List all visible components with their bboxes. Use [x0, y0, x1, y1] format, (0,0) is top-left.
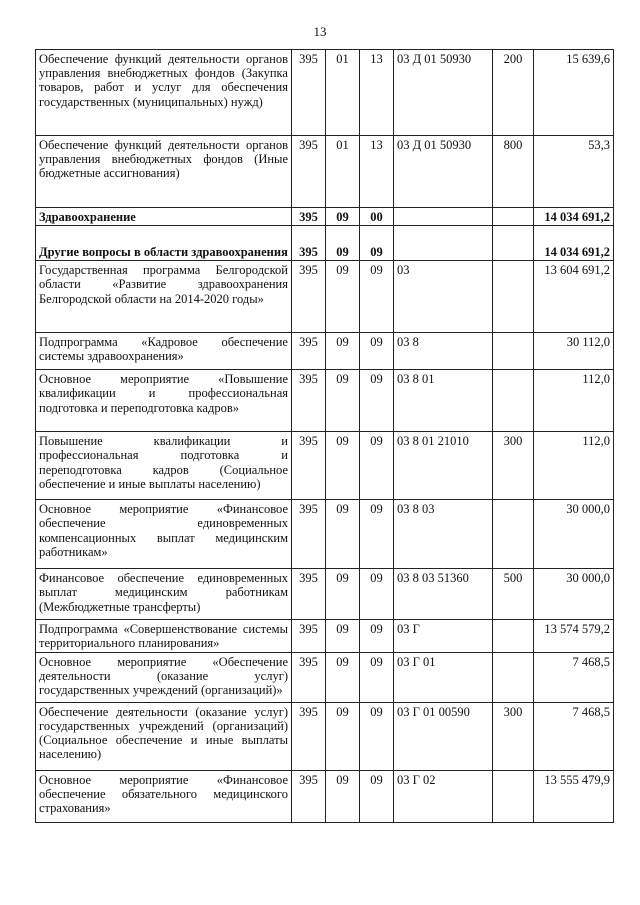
row-sum: 13 555 479,9 — [534, 770, 614, 822]
row-pr: 09 — [360, 652, 394, 702]
row-name: Государственная программа Белгородской области «Развитие здравоохранения Белгородской области на 2014-2020 годы» — [36, 261, 292, 333]
row-ved: 395 — [292, 569, 326, 620]
table-row — [36, 432, 614, 500]
row-ved: 395 — [292, 432, 326, 500]
row-name: Подпрограмма «Кадровое обеспечение системы здравоохранения» — [36, 333, 292, 370]
row-rz: 09 — [326, 208, 360, 226]
row-csr: 03 8 01 21010 — [394, 432, 493, 500]
row-sum: 53,3 — [534, 136, 614, 208]
row-name: Другие вопросы в области здравоохранения — [36, 226, 292, 261]
row-sum: 13 604 691,2 — [534, 261, 614, 333]
row-pr: 09 — [360, 261, 394, 333]
row-name: Здравоохранение — [36, 208, 292, 226]
row-name: Обеспечение функций деятельности органов управления внебюджетных фондов (Иные бюджетные ассигнования) — [36, 136, 292, 208]
row-ved: 395 — [292, 500, 326, 569]
table-row — [36, 770, 614, 822]
row-sum: 30 000,0 — [534, 569, 614, 620]
row-sum: 112,0 — [534, 370, 614, 432]
row-rz: 09 — [326, 370, 360, 432]
table-row — [36, 500, 614, 569]
row-pr: 13 — [360, 136, 394, 208]
row-pr: 09 — [360, 620, 394, 652]
table-row — [36, 50, 614, 136]
row-rz: 09 — [326, 333, 360, 370]
budget-table — [35, 49, 614, 823]
row-name: Повышение квалификации и профессиональная подготовка и переподготовка кадров (Социальное обеспечение и иные выплаты населению) — [36, 432, 292, 500]
row-rz: 09 — [326, 500, 360, 569]
row-vr: 300 — [493, 432, 534, 500]
table-row — [36, 261, 614, 333]
row-csr: 03 Г 01 — [394, 652, 493, 702]
row-csr: 03 8 03 — [394, 500, 493, 569]
row-sum: 112,0 — [534, 432, 614, 500]
row-name: Обеспечение функций деятельности органов управления внебюджетных фондов (Закупка товаров, работ и услуг для обеспечения государственных (муниципальных) нужд) — [36, 50, 292, 136]
row-ved: 395 — [292, 261, 326, 333]
row-sum: 15 639,6 — [534, 50, 614, 136]
row-sum: 14 034 691,2 — [534, 226, 614, 261]
row-csr: 03 Г — [394, 620, 493, 652]
row-name: Основное мероприятие «Финансовое обеспечение единовременных компенсационных выплат медицинским работникам» — [36, 500, 292, 569]
row-ved: 395 — [292, 136, 326, 208]
row-rz: 09 — [326, 569, 360, 620]
row-csr: 03 8 — [394, 333, 493, 370]
row-vr: 200 — [493, 50, 534, 136]
row-sum: 14 034 691,2 — [534, 208, 614, 226]
page-number: 13 — [313, 24, 327, 39]
row-name: Основное мероприятие «Финансовое обеспечение обязательного медицинского страхования» — [36, 770, 292, 822]
row-ved: 395 — [292, 702, 326, 770]
row-vr — [493, 500, 534, 569]
row-ved: 395 — [292, 652, 326, 702]
table-row — [36, 702, 614, 770]
row-rz: 09 — [326, 432, 360, 500]
table-row — [36, 620, 614, 652]
row-rz: 09 — [326, 770, 360, 822]
table-row — [36, 333, 614, 370]
table-row — [36, 226, 614, 261]
table-row — [36, 136, 614, 208]
row-rz: 09 — [326, 226, 360, 261]
row-vr: 800 — [493, 136, 534, 208]
row-vr — [493, 770, 534, 822]
row-sum: 13 574 579,2 — [534, 620, 614, 652]
row-csr: 03 Д 01 50930 — [394, 136, 493, 208]
row-ved: 395 — [292, 333, 326, 370]
row-name: Обеспечение деятельности (оказание услуг) государственных учреждений (организаций) (Социальное обеспечение и иные выплаты населению) — [36, 702, 292, 770]
table-row — [36, 652, 614, 702]
row-vr — [493, 226, 534, 261]
row-rz: 01 — [326, 136, 360, 208]
row-pr: 09 — [360, 226, 394, 261]
row-pr: 09 — [360, 569, 394, 620]
row-sum: 30 000,0 — [534, 500, 614, 569]
row-pr: 09 — [360, 333, 394, 370]
row-csr: 03 — [394, 261, 493, 333]
row-csr: 03 Д 01 50930 — [394, 50, 493, 136]
row-csr: 03 Г 02 — [394, 770, 493, 822]
row-ved: 395 — [292, 370, 326, 432]
row-pr: 09 — [360, 500, 394, 569]
row-pr: 09 — [360, 702, 394, 770]
row-rz: 09 — [326, 620, 360, 652]
row-name: Подпрограмма «Совершенствование системы территориального планирования» — [36, 620, 292, 652]
row-csr — [394, 226, 493, 261]
row-sum: 7 468,5 — [534, 652, 614, 702]
row-vr — [493, 620, 534, 652]
row-ved: 395 — [292, 50, 326, 136]
row-ved: 395 — [292, 208, 326, 226]
row-rz: 09 — [326, 261, 360, 333]
row-vr — [493, 370, 534, 432]
row-vr — [493, 333, 534, 370]
row-rz: 09 — [326, 652, 360, 702]
row-rz: 01 — [326, 50, 360, 136]
row-csr — [394, 208, 493, 226]
row-pr: 00 — [360, 208, 394, 226]
row-pr: 09 — [360, 370, 394, 432]
row-ved: 395 — [292, 620, 326, 652]
row-vr — [493, 208, 534, 226]
row-name: Основное мероприятие «Повышение квалификации и профессиональная подготовка и переподготовка кадров» — [36, 370, 292, 432]
row-pr: 13 — [360, 50, 394, 136]
row-csr: 03 8 01 — [394, 370, 493, 432]
row-pr: 09 — [360, 770, 394, 822]
row-sum: 7 468,5 — [534, 702, 614, 770]
row-vr — [493, 652, 534, 702]
row-sum: 30 112,0 — [534, 333, 614, 370]
row-ved: 395 — [292, 226, 326, 261]
row-csr: 03 8 03 51360 — [394, 569, 493, 620]
row-name: Основное мероприятие «Обеспечение деятельности (оказание услуг) государственных учреждений (организаций)» — [36, 652, 292, 702]
table-row — [36, 208, 614, 226]
row-ved: 395 — [292, 770, 326, 822]
row-pr: 09 — [360, 432, 394, 500]
row-csr: 03 Г 01 00590 — [394, 702, 493, 770]
row-rz: 09 — [326, 702, 360, 770]
row-vr — [493, 261, 534, 333]
row-vr: 300 — [493, 702, 534, 770]
row-name: Финансовое обеспечение единовременных выплат медицинским работникам (Межбюджетные трансферты) — [36, 569, 292, 620]
row-vr: 500 — [493, 569, 534, 620]
table-row — [36, 370, 614, 432]
table-row — [36, 569, 614, 620]
